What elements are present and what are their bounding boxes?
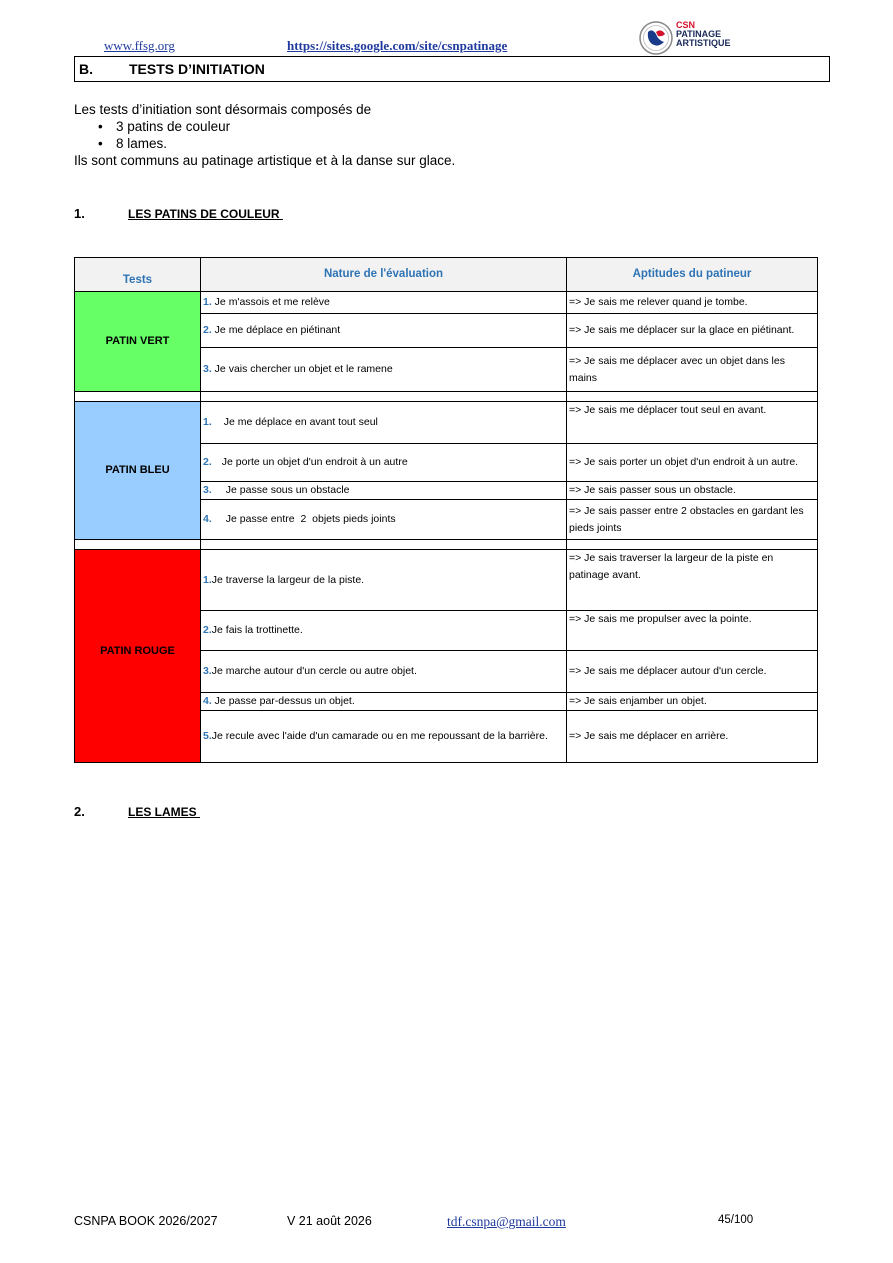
- section-letter: B.: [79, 61, 93, 77]
- logo-wordmark: [676, 21, 731, 48]
- header-link-ffsg[interactable]: www.ffsg.org: [104, 38, 175, 53]
- aptitude-cell: => Je sais enjamber un objet.: [567, 693, 818, 711]
- separator-cell: [201, 392, 567, 402]
- separator-row: [75, 540, 818, 550]
- task-cell: [201, 292, 567, 314]
- task-cell: [201, 711, 567, 763]
- separator-row: [75, 392, 818, 402]
- table-row: [75, 402, 818, 444]
- task-text: Je me déplace en avant tout seul: [223, 416, 378, 428]
- aptitude-cell: => Je sais me propulser avec la pointe.: [567, 611, 818, 651]
- table-row: [75, 292, 818, 314]
- task-number: 2.: [203, 324, 212, 336]
- task-cell: [201, 693, 567, 711]
- task-number: 1.: [203, 416, 212, 428]
- task-text: Je vais chercher un objet et le ramene: [211, 363, 393, 375]
- aptitude-cell: => Je sais me déplacer avec un objet dans les mains: [567, 348, 818, 392]
- task-cell: [201, 550, 567, 611]
- task-cell: [201, 314, 567, 348]
- separator-cell: [201, 540, 567, 550]
- header-link-sites[interactable]: https://sites.google.com/site/csnpatinage: [287, 38, 508, 53]
- aptitude-cell: => Je sais porter un objet d'un endroit à un autre.: [567, 444, 818, 482]
- task-text: Je fais la trottinette.: [211, 624, 303, 636]
- bullet-item: • 8 lames.: [116, 135, 455, 152]
- logo-line-artistique: ARTISTIQUE: [676, 38, 731, 48]
- heading2-number: 2.: [74, 804, 85, 819]
- category-patin-vert: PATIN VERT: [75, 292, 201, 392]
- logo-line-patinage: PATINAGE: [676, 29, 722, 39]
- header-tests: Tests: [75, 258, 201, 292]
- aptitude-cell: => Je sais passer entre 2 obstacles en gardant les pieds joints: [567, 500, 818, 540]
- task-number: 4.: [203, 513, 212, 525]
- separator-cell: [567, 392, 818, 402]
- heading1-number: 1.: [74, 206, 85, 221]
- table-header-row: [75, 258, 818, 292]
- task-number: 2.: [203, 624, 212, 636]
- logo-line-csn: CSN: [676, 20, 696, 30]
- table-row: [75, 550, 818, 611]
- aptitude-cell: => Je sais passer sous un obstacle.: [567, 482, 818, 500]
- aptitude-cell: => Je sais me relever quand je tombe.: [567, 292, 818, 314]
- task-cell: [201, 611, 567, 651]
- task-cell: [201, 444, 567, 482]
- aptitude-cell: => Je sais me déplacer en arrière.: [567, 711, 818, 763]
- intro-text: [74, 101, 455, 169]
- task-number: 1.: [203, 573, 212, 586]
- intro-bullets: [74, 118, 455, 152]
- heading1-title: LES PATINS DE COULEUR: [128, 207, 283, 221]
- separator-cell: [75, 540, 201, 550]
- footer-email-link[interactable]: tdf.csnpa@gmail.com: [447, 1214, 566, 1229]
- task-cell: [201, 651, 567, 693]
- tests-table: [74, 257, 818, 763]
- section-heading: [74, 56, 830, 82]
- task-text: Je me déplace en piétinant: [211, 324, 341, 336]
- aptitude-cell: => Je sais me déplacer sur la glace en piétinant.: [567, 314, 818, 348]
- footer-version: V 21 août 2026: [287, 1214, 372, 1228]
- section-title: TESTS D’INITIATION: [129, 61, 265, 77]
- task-text: Je traverse la largeur de la piste.: [211, 573, 365, 586]
- task-number: 3.: [203, 665, 212, 677]
- task-text: Je passe sous un obstacle: [225, 484, 350, 496]
- task-number: 5.: [203, 730, 212, 742]
- heading2-title: LES LAMES: [128, 805, 201, 819]
- footer-page-number: 45/100: [718, 1214, 754, 1226]
- intro-line-1: Les tests d’initiation sont désormais composés de: [74, 102, 372, 117]
- task-cell: [201, 500, 567, 540]
- task-number: 4.: [203, 695, 212, 707]
- task-number: 2.: [203, 456, 212, 468]
- header-nature: Nature de l'évaluation: [201, 258, 567, 292]
- intro-line-2: Ils sont communs au patinage artistique et à la danse sur glace.: [74, 153, 456, 168]
- task-cell: [201, 482, 567, 500]
- task-text: Je passe par-dessus un objet.: [211, 695, 355, 707]
- bullet-item: • 3 patins de couleur: [116, 118, 455, 135]
- category-patin-rouge: PATIN ROUGE: [75, 550, 201, 763]
- task-number: 3.: [203, 363, 212, 375]
- task-text: Je marche autour d'un cercle ou autre objet.: [211, 665, 417, 677]
- task-number: 3.: [203, 484, 212, 496]
- task-text: Je recule avec l'aide d'un camarade ou en me repoussant de la barrière.: [211, 730, 548, 742]
- separator-cell: [75, 392, 201, 402]
- aptitude-cell: => Je sais me déplacer autour d'un cercle.: [567, 651, 818, 693]
- task-cell: [201, 402, 567, 444]
- task-text: Je passe entre 2 objets pieds joints: [225, 513, 396, 525]
- aptitude-cell: => Je sais traverser la largeur de la piste en patinage avant.: [567, 550, 818, 611]
- aptitude-cell: => Je sais me déplacer tout seul en avant.: [567, 402, 818, 444]
- footer-book: CSNPA BOOK 2026/2027: [74, 1214, 218, 1228]
- separator-cell: [567, 540, 818, 550]
- task-cell: [201, 348, 567, 392]
- task-number: 1.: [203, 296, 212, 308]
- header-aptitudes: Aptitudes du patineur: [567, 258, 818, 292]
- category-patin-bleu: PATIN BLEU: [75, 402, 201, 540]
- task-text: Je m'assois et me relève: [211, 296, 330, 308]
- task-text: Je porte un objet d'un endroit à un autre: [221, 456, 408, 468]
